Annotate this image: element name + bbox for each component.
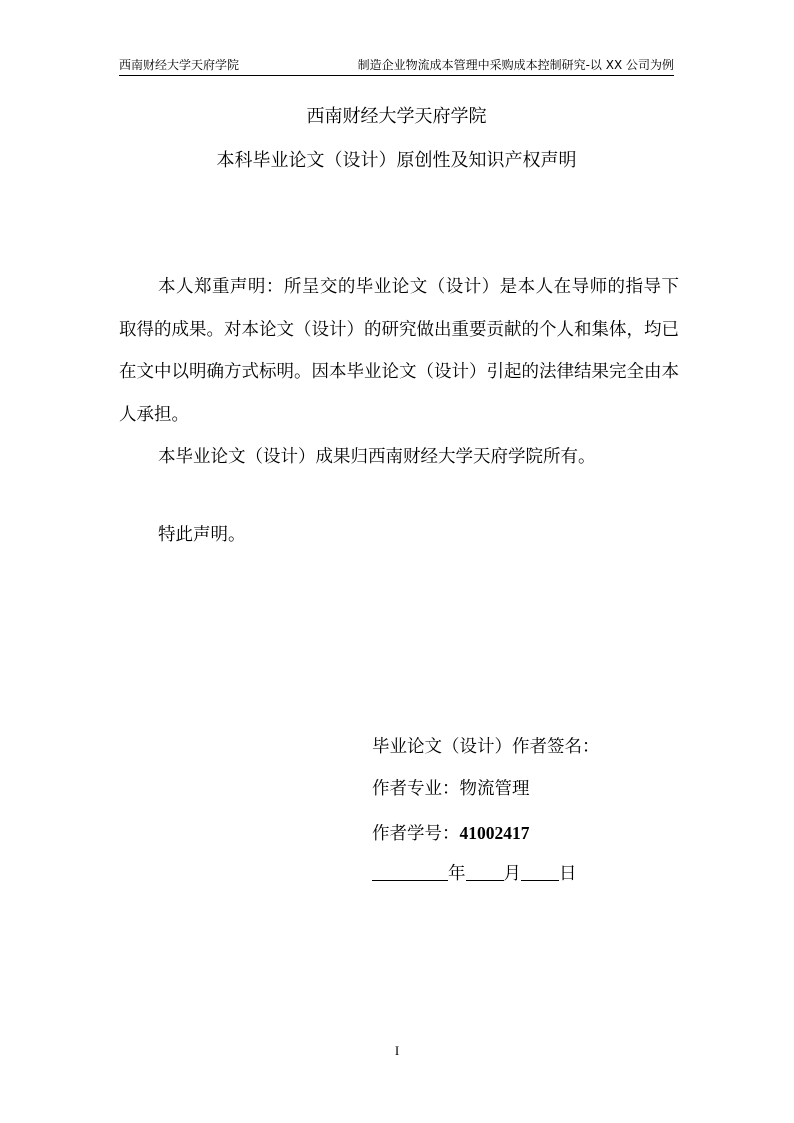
day-blank <box>521 862 559 881</box>
running-header-right: 制造企业物流成本管理中采购成本控制研究-以 XX 公司为例 <box>357 58 674 72</box>
month-label: 月 <box>503 864 521 884</box>
author-signature-line <box>372 734 600 760</box>
author-major-value: 物流管理 <box>459 779 530 799</box>
author-student-id-line <box>372 820 530 847</box>
header-divider <box>119 75 674 76</box>
running-header-left: 西南财经大学天府学院 <box>119 58 240 72</box>
year-label: 年 <box>448 864 466 884</box>
month-blank <box>466 862 504 881</box>
author-major-line <box>372 776 530 802</box>
closing-statement: 特此声明。 <box>158 525 246 545</box>
declaration-body <box>119 266 679 479</box>
day-label: 日 <box>559 864 577 884</box>
declaration-paragraph-1: 本人郑重声明：所呈交的毕业论文（设计）是本人在导师的指导下取得的成果。对本论文（设计）的研究做出重要贡献的个人和集体，均已在文中以明确方式标明。因本毕业论文（设计）引起的法律结果完全由本人承担。 <box>119 277 679 425</box>
year-blank <box>372 862 448 881</box>
institution-title: 西南财经大学天府学院 <box>306 106 487 127</box>
page-number: I <box>394 1043 400 1058</box>
author-student-id-value: 41002417 <box>459 823 530 843</box>
author-signature-label: 毕业论文（设计）作者签名： <box>372 737 600 757</box>
declaration-title: 本科毕业论文（设计）原创性及知识产权声明 <box>216 150 577 171</box>
date-line <box>372 861 577 887</box>
author-major-label: 作者专业： <box>372 779 460 799</box>
author-student-id-label: 作者学号： <box>372 824 460 844</box>
declaration-paragraph-2: 本毕业论文（设计）成果归西南财经大学天府学院所有。 <box>158 447 596 467</box>
